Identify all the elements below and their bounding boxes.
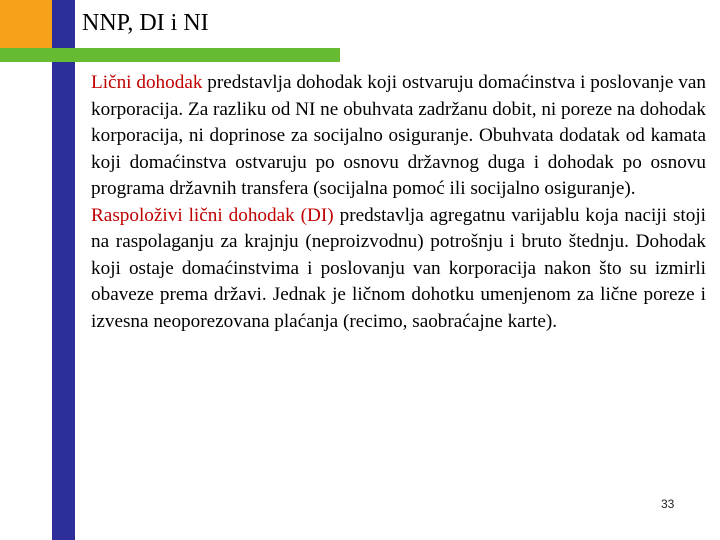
paragraph-licni-dohodak bbox=[91, 70, 706, 203]
term-raspolozivi-dohodak: Raspoloživi lični dohodak (DI) bbox=[91, 204, 334, 226]
slide-body bbox=[91, 70, 706, 335]
decorative-green-rule bbox=[0, 48, 340, 62]
decorative-blue-bar bbox=[52, 0, 75, 540]
slide-title: NNP, DI i NI bbox=[82, 10, 209, 36]
page-number: 33 bbox=[661, 497, 675, 511]
definition-licni-dohodak: predstavlja dohodak koji ostvaruju domaćinstva i poslovanje van korporacija. Za razliku od NI ne obuhvata zadržanu dobit, ni poreze na dohodak korporacija, ni doprinose za socijalno osiguranje. Obuhvata dodatak od kamata koji domaćinstva ostvaruju po osnovu državnog duga i dohodak po osnovu programa državnih transfera (socijalna pomoć ili socijalno osiguranje). bbox=[91, 72, 706, 199]
definition-raspolozivi-dohodak: predstavlja agregatnu varijablu koja naciji stoji na raspolaganju za krajnju (neproizvodnu) potrošnju i bruto štednju. Dohodak koji ostaje domaćinstvima i poslovanju van korporacija nakon što su izmirli obaveze prema državi. Jednak je ličnom dohotku umenjenom za lične poreze i izvesna neoporezovana plaćanja (recimo, saobraćajne karte). bbox=[91, 204, 706, 332]
term-licni-dohodak: Lični dohodak bbox=[91, 72, 203, 93]
paragraph-raspolozivi-dohodak bbox=[91, 203, 706, 336]
